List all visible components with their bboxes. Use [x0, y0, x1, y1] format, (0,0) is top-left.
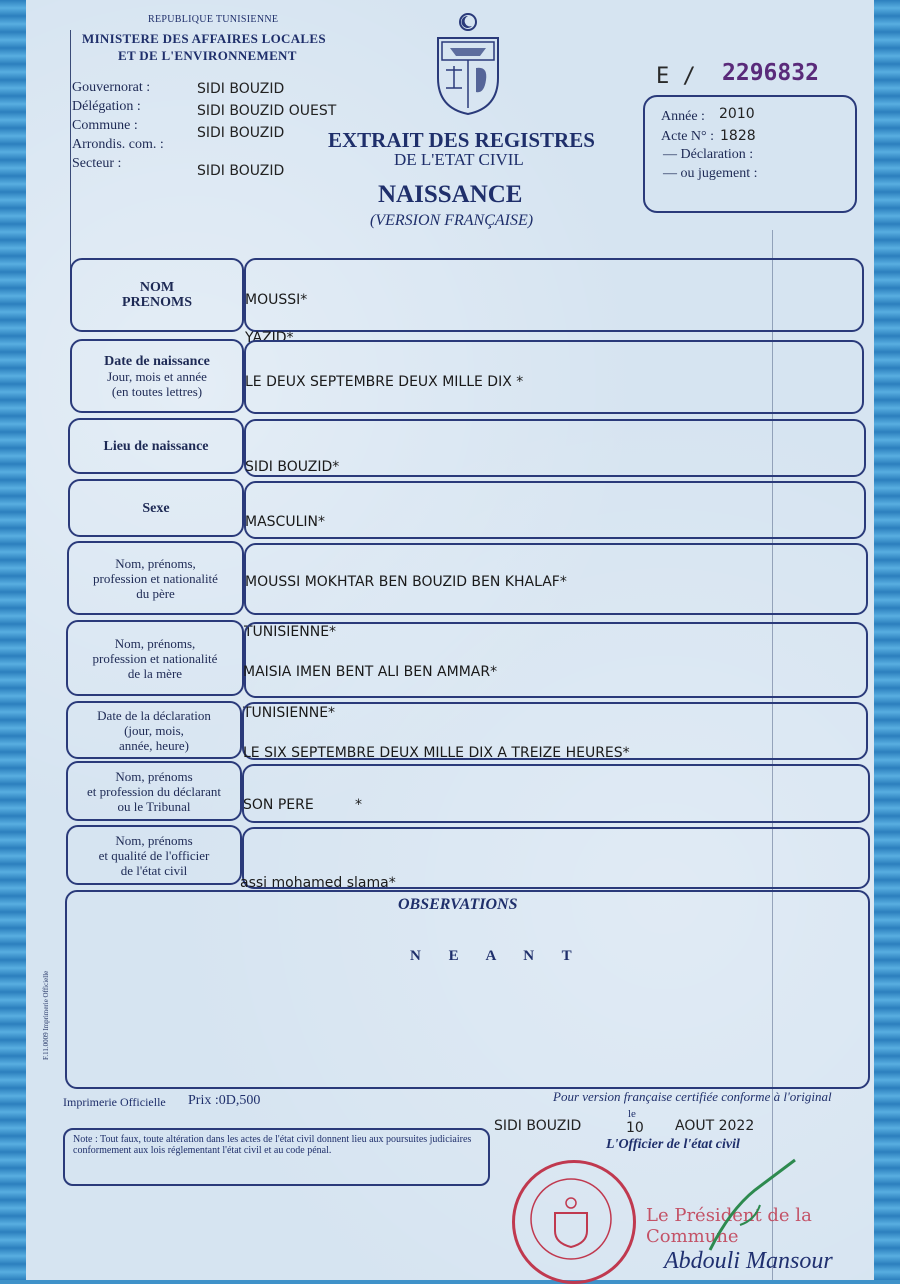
date-value: LE DEUX SEPTEMBRE DEUX MILLE DIX *: [245, 374, 524, 390]
mere-value: MAISIA IMEN BENT ALI BEN AMMAR*: [243, 664, 498, 680]
annee-label: Année :: [661, 109, 705, 124]
signature-stroke-icon: [700, 1150, 810, 1260]
declaration-date-label: Date de la déclaration (jour, mois, année, heure): [97, 707, 211, 753]
nom-value: MOUSSI*: [245, 292, 308, 308]
annee-value: 2010: [719, 106, 755, 122]
date-label-line3: (en toutes lettres): [111, 383, 203, 399]
mere-value-box: [244, 622, 868, 698]
nom-label-line2: PRENOMS: [122, 295, 192, 310]
sexe-value: MASCULIN*: [245, 514, 325, 530]
sexe-label: Sexe: [142, 500, 170, 516]
lieu-label: Lieu de naissance: [103, 438, 209, 454]
side-print-code: F.11.0009 Imprimerie Officielle: [42, 970, 50, 1060]
date-label-line2: Jour, mois et année: [107, 368, 207, 384]
nom-label: [70, 258, 244, 332]
title-etat-civil: DE L'ETAT CIVIL: [394, 150, 524, 169]
observations-box: [65, 890, 870, 1089]
officier-signature-label: L'Officier de l'état civil: [606, 1137, 740, 1152]
mere-nationality: TUNISIENNE*: [243, 705, 336, 721]
month-year-value: AOUT 2022: [675, 1118, 755, 1134]
prenom-value: YAZID*: [245, 330, 294, 346]
officier-label: Nom, prénoms et qualité de l'officier de l'état civil: [98, 832, 210, 878]
official-stamp: [512, 1160, 636, 1284]
date-label-line1: Date de naissance: [104, 353, 210, 369]
declarant-value: SON PERE: [243, 797, 314, 813]
ministry-line2: ET DE L'ENVIRONNEMENT: [118, 48, 297, 63]
gouvernorat-value: SIDI BOUZID: [197, 81, 285, 97]
gouvernorat-label: Gouvernorat :: [72, 80, 151, 95]
left-decorative-border: [0, 0, 26, 1280]
nom-label-line1: NOM: [139, 280, 175, 295]
day-superscript: le: [628, 1108, 636, 1120]
date-label: [70, 339, 244, 413]
serial-number: 2296832: [722, 60, 819, 86]
observations-title: OBSERVATIONS: [398, 896, 518, 913]
acte-label: Acte N° :: [661, 129, 715, 144]
header-rule: [70, 30, 71, 280]
serial-prefix: E /: [656, 64, 696, 89]
republic-label: REPUBLIQUE TUNISIENNE: [148, 14, 279, 25]
day-value: 10: [626, 1120, 644, 1136]
title-naissance: NAISSANCE: [378, 181, 523, 208]
imprimerie-label: Imprimerie Officielle: [63, 1095, 166, 1109]
acte-value: 1828: [720, 128, 756, 144]
title-version-francaise: (VERSION FRANÇAISE): [370, 212, 534, 229]
delegation-value: SIDI BOUZID OUEST: [197, 103, 337, 119]
declarant-value-box: [242, 764, 870, 823]
commune-label: Commune :: [72, 118, 138, 133]
price-label: Prix :0D,500: [188, 1093, 261, 1108]
right-decorative-border: [874, 0, 900, 1280]
pere-nationality: TUNISIENNE*: [244, 624, 337, 640]
pere-value: MOUSSI MOKHTAR BEN BOUZID BEN KHALAF*: [245, 574, 567, 590]
arrondissement-label: Arrondis. com. :: [72, 137, 164, 152]
declaration-label: — Déclaration :: [663, 147, 754, 162]
legal-note: Note : Tout faux, toute altération dans les actes de l'état civil donnent lieu aux poursuites judiciaires conformement aux lois réglementant l'état civil et au code pénal.: [63, 1128, 490, 1186]
delegation-label: Délégation :: [72, 99, 141, 114]
president-stamp-text: Le Président de la Commune: [646, 1205, 812, 1247]
lieu-value: SIDI BOUZID*: [245, 459, 340, 475]
observations-value: N E A N T: [410, 948, 584, 964]
officier-value: assi mohamed slama*: [240, 875, 396, 891]
stamp-emblem-icon: [515, 1163, 627, 1275]
ministry-line1: MINISTERE DES AFFAIRES LOCALES: [82, 31, 326, 46]
jugement-label: — ou jugement :: [663, 166, 758, 181]
signer-name: Abdouli Mansour: [664, 1248, 833, 1274]
sexe-value-box: [244, 481, 866, 539]
title-extrait: EXTRAIT DES REGISTRES: [328, 128, 595, 152]
secteur-label: Secteur :: [72, 156, 122, 171]
declarant-label: Nom, prénoms et profession du déclarant ou le Tribunal: [87, 768, 221, 814]
place-value: SIDI BOUZID: [494, 1118, 582, 1134]
nom-value-box: [244, 258, 864, 332]
pere-label: Nom, prénoms, profession et nationalité du père: [93, 555, 218, 601]
secteur-value: SIDI BOUZID: [197, 163, 285, 179]
declarant-star: *: [355, 797, 362, 813]
commune-value: SIDI BOUZID: [197, 125, 285, 141]
declaration-date-value: LE SIX SEPTEMBRE DEUX MILLE DIX A TREIZE HEURES*: [243, 745, 630, 761]
tunisia-coat-of-arms-icon: [432, 8, 504, 116]
mere-label: Nom, prénoms, profession et nationalité de la mère: [92, 635, 218, 681]
certification-text: Pour version française certifiée conforme à l'original: [553, 1089, 832, 1104]
